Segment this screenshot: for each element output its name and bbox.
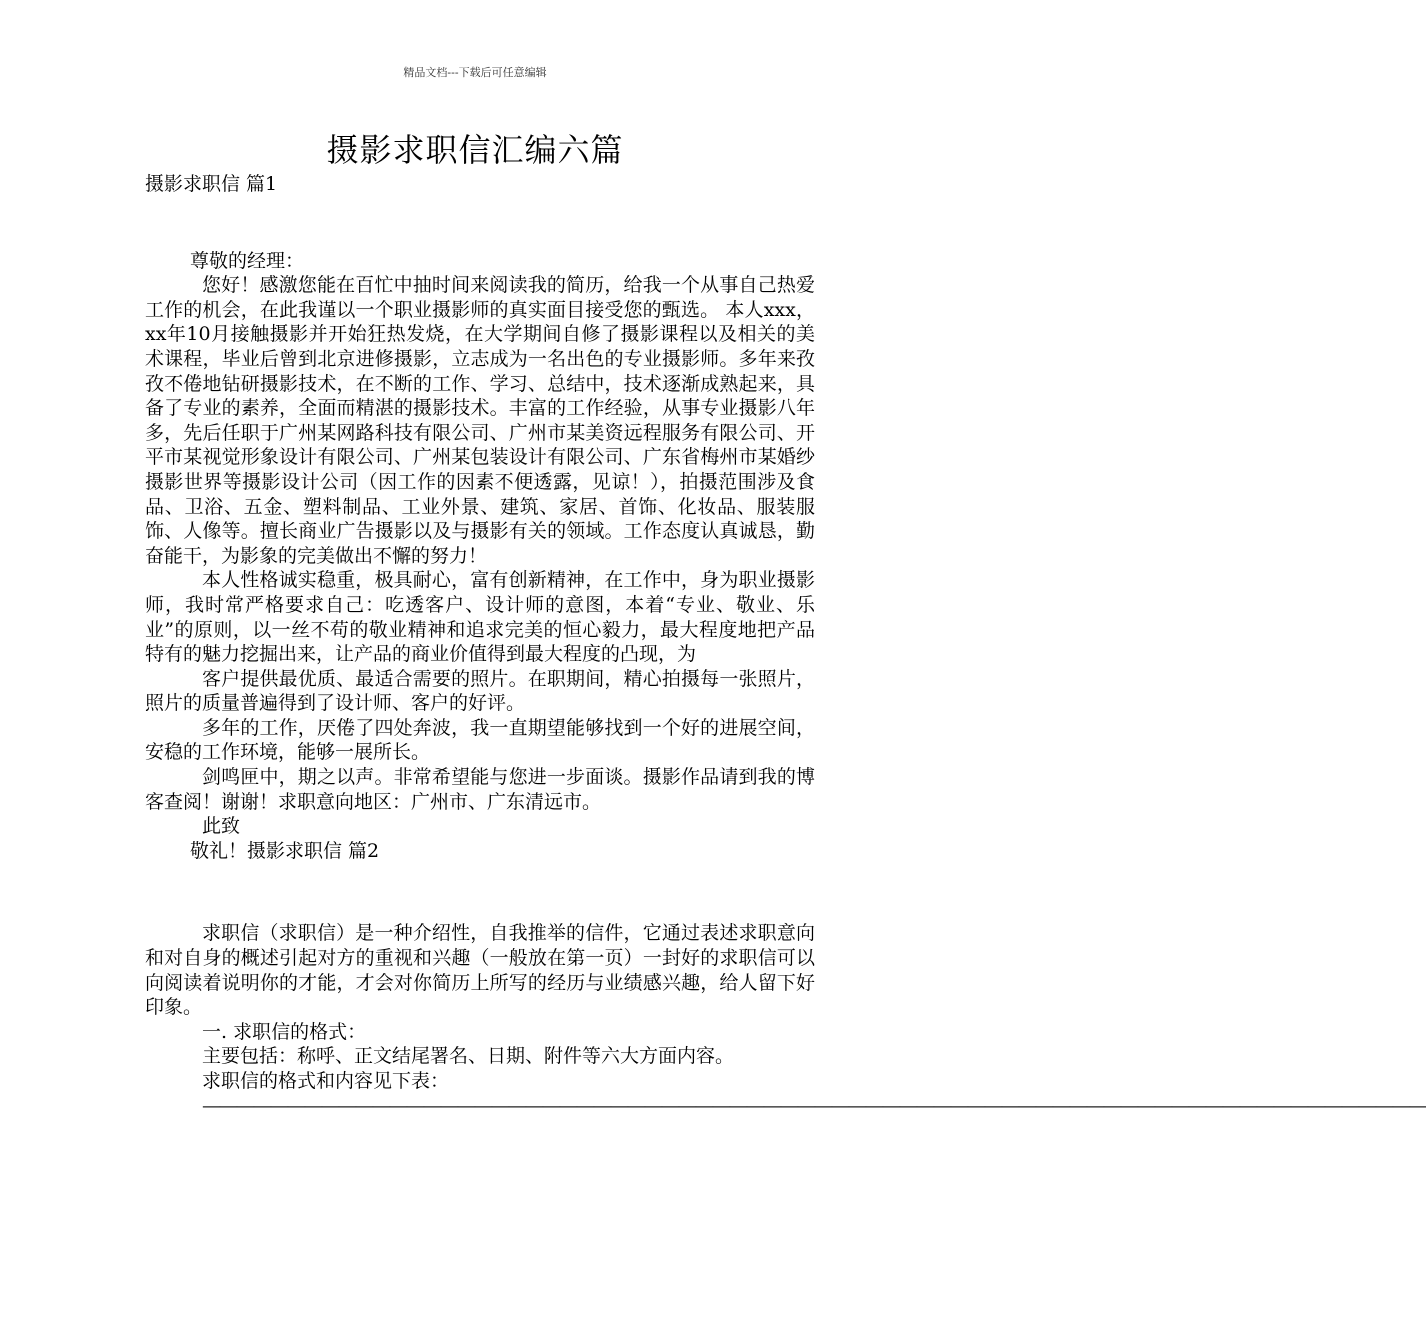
- paragraph: 客户提供最优质、最适合需要的照片。在职期间，精心拍摄每一张照片，照片的质量普遍得到了设计师、客户的好评。: [145, 667, 815, 715]
- closing-line: 敬礼！摄影求职信 篇2: [190, 839, 380, 862]
- spacer: [145, 863, 815, 921]
- section-heading-1: 摄影求职信 篇1: [145, 173, 278, 195]
- list-item: 求职信的格式和内容见下表：: [202, 1070, 450, 1092]
- page-header: 精品文档---下载后可任意编辑: [403, 66, 547, 79]
- list-item: 主要包括：称呼、正文结尾署名、日期、附件等六大方面内容。: [202, 1045, 735, 1068]
- paragraph: 本人性格诚实稳重，极具耐心，富有创新精神，在工作中，身为职业摄影师，我时常严格要求自己：吃透客户、设计师的意图，本着“专业、敬业、乐业”的原则，以一丝不苟的敬业精神和追求完美的恒心毅力，最大程度地把产品特有的魅力挖掘出来，让产品的商业价值得到最大程度的凸现，为: [145, 569, 815, 666]
- document-body: [145, 172, 1426, 1118]
- spacer: [145, 197, 815, 249]
- closing-line: 此致: [202, 815, 241, 838]
- paragraph: 多年的工作，厌倦了四处奔波，我一直期望能够找到一个好的进展空间，安稳的工作环境，能够一展所长。: [145, 716, 815, 764]
- paragraph: 求职信（求职信）是一种介绍性，自我推举的信件，它通过表述求职意向和对自身的概述引起对方的重视和兴趣（一般放在第一页）一封好的求职信可以向阅读着说明你的才能，才会对你简历上所写的经历与业绩感兴趣，给人留下好印象。: [145, 922, 815, 1019]
- paragraph: 剑鸣匣中，期之以声。非常希望能与您进一步面谈。摄影作品请到我的博客查阅！谢谢！求职意向地区：广州市、广东清远市。: [145, 766, 815, 813]
- paragraph: 您好！感激您能在百忙中抽时间来阅读我的简历，给我一个从事自己热爱工作的机会，在此我谨以一个职业摄影师的真实面目接受您的甄选。 本人xxx，xx年10月接触摄影并开始狂热发烧，在大学期间自修了摄影课程以及相关的美术课程，毕业后曾到北京进修摄影，立志成为一名出色的专业摄影师。多年来孜孜不倦地钻研摄影技术，在不断的工作、学习、总结中，技术逐渐成熟起来，具备了专业的素养，全面而精湛的摄影技术。丰富的工作经验，从事专业摄影八年多，先后任职于广州某网路科技有限公司、广州市某美资远程服务有限公司、开平市某视觉形象设计有限公司、广州某包装设计有限公司、广东省梅州市某婚纱摄影世界等摄影设计公司（因工作的因素不便透露，见谅！），拍摄范围涉及食品、卫浴、五金、塑料制品、工业外景、建筑、家居、首饰、化妆品、服装服饰、人像等。擅长商业广告摄影以及与摄影有关的领域。工作态度认真诚恳，勤奋能干，为影象的完美做出不懈的努力！: [145, 274, 815, 567]
- salutation: 尊敬的经理：: [190, 249, 305, 272]
- dash-separator: ————————————————————————————————————————————————————————————————————————: [202, 1094, 1426, 1117]
- list-item: 一. 求职信的格式：: [202, 1020, 367, 1043]
- document-title: 摄影求职信汇编六篇: [326, 131, 624, 169]
